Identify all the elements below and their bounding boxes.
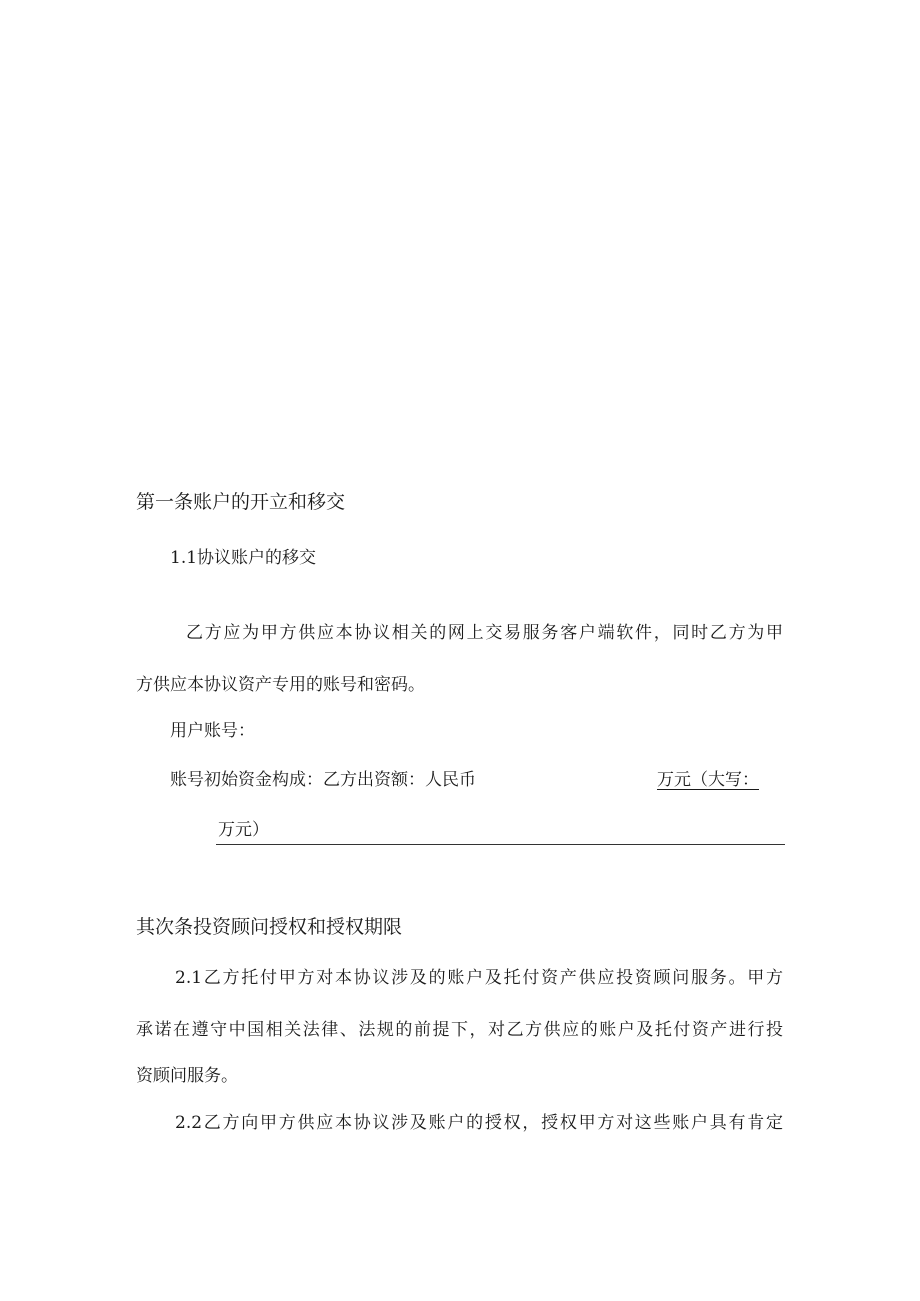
section-1-heading: 第一条账户的开立和移交 bbox=[136, 491, 346, 513]
section-1-paragraph-line-2: 方供应本协议资产专用的账号和密码。 bbox=[136, 675, 425, 695]
clause-2-2-line-1: 2.2乙方向甲方供应本协议涉及账户的授权，授权甲方对这些账户具有肯定 bbox=[175, 1113, 783, 1133]
section-1-paragraph-line-1: 乙方应为甲方供应本协议相关的网上交易服务客户端软件，同时乙方为甲 bbox=[186, 623, 783, 643]
amount-unit-text: 万元（大写： bbox=[657, 770, 759, 790]
clause-2-1-line-1: 2.1乙方托付甲方对本协议涉及的账户及托付资产供应投资顾问服务。甲方 bbox=[175, 968, 783, 988]
amount-underline-rule bbox=[216, 844, 785, 845]
clause-2-1-line-2: 承诺在遵守中国相关法律、法规的前提下，对乙方供应的账户及托付资产进行投 bbox=[136, 1020, 783, 1040]
section-2-heading: 其次条投资顾问授权和授权期限 bbox=[136, 916, 403, 938]
initial-funds-label: 账号初始资金构成：乙方出资额：人民币 bbox=[170, 770, 476, 790]
amount-unit-close: 万元） bbox=[218, 820, 269, 840]
user-account-label: 用户账号： bbox=[170, 721, 255, 741]
section-1-1-subheading: 1.1协议账户的移交 bbox=[170, 548, 317, 568]
clause-2-1-line-3: 资顾问服务。 bbox=[136, 1066, 238, 1086]
